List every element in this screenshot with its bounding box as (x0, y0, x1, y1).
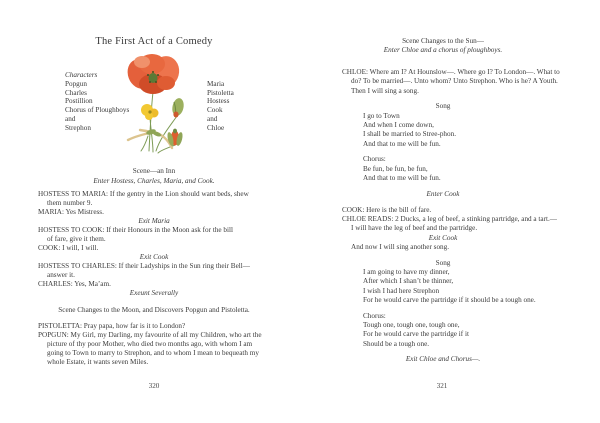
dialogue-line: Enter Cook (426, 189, 460, 198)
dialogue-line: COOK: I will, I will. (38, 244, 99, 252)
dialogue-line: POPGUN: My Girl, my Darling, my favourite of all my Children, who art the (38, 331, 262, 339)
dialogue-line (342, 56, 590, 69)
dialogue-line: I wish I had here Strephon (363, 286, 440, 295)
scene-heading: Scene—an Inn (132, 167, 176, 175)
left-page-text (38, 190, 302, 367)
character-name: Popgun (65, 80, 87, 88)
dialogue-line: Song (435, 258, 451, 267)
character-name: Cook (207, 106, 223, 115)
page-number-left: 320 (148, 382, 160, 390)
dialogue-line: Exit Chloe and Chorus—. (405, 355, 481, 364)
dialogue-line: them number 9. (47, 199, 93, 207)
dialogue-line: For he would carve the partridge if it (363, 330, 469, 339)
dialogue-line: After which I shan’t be thinner, (363, 277, 454, 286)
poppy-bud (171, 97, 186, 117)
dialogue-line: of fare, give it them. (47, 235, 106, 243)
dialogue-line: Enter Chloe and a chorus of ploughboys. (383, 46, 503, 55)
dialogue-line: Exeunt Severally (129, 289, 179, 297)
dialogue-line: picture of thy poor Mother, who died two months ago, with whom I am (47, 340, 253, 348)
page-title: The First Act of a Comedy (95, 36, 213, 47)
dialogue-line: do? To be married—. Unto whom? Unto Strephon. Who is he? A Youth. (351, 77, 558, 86)
dialogue-line: Scene Changes to the Sun— (402, 37, 484, 45)
character-name: Hostess (207, 97, 230, 106)
character-name: Chloe (207, 123, 225, 132)
dialogue-line: Should be a tough one. (363, 339, 430, 348)
dialogue-line: whole Estate, it wants seven Miles. (47, 358, 149, 366)
dialogue-line: Scene Changes to the Moon, and Discovers Popgun and Pistoletta. (58, 305, 250, 314)
character-name: Charles (65, 88, 87, 97)
dialogue-line: Exit Maria (138, 217, 170, 225)
character-name: Postillion (65, 97, 93, 106)
right-page-text (342, 37, 590, 365)
dialogue-line: HOSTESS TO COOK: If their Honours in the Moon ask for the bill (38, 226, 233, 234)
character-name: Chorus of Ploughboys (65, 106, 130, 115)
dialogue-line: And that to me will be fun. (363, 174, 441, 183)
character-name: Pistoletta (207, 88, 234, 97)
dialogue-line: I will have the leg of beef and the partridge. (351, 224, 478, 233)
dialogue-line: Tough one, tough one, tough one, (363, 320, 460, 329)
dialogue-line (38, 298, 302, 306)
dialogue-line: CHARLES: Yes, Ma’am. (38, 280, 111, 288)
dialogue-line: CHLOE: Where am I? At Hounslow—. Where go I? To London—. What to (342, 68, 560, 77)
dialogue-line: And now I will sing another song. (351, 242, 450, 251)
character-name: and (207, 114, 218, 123)
stage-direction: Enter Hostess, Charles, Maria, and Cook. (93, 177, 215, 185)
dialogue-line: Chorus: (363, 155, 386, 164)
poppy-flower (124, 53, 183, 94)
dialogue-line: And that to me will be fun. (363, 139, 441, 148)
scene-heading-block (38, 166, 270, 186)
character-name: Strephon (65, 123, 91, 132)
dialogue-line: And when I come down, (363, 121, 434, 130)
dialogue-line: HOSTESS TO CHARLES: If their Ladyships in the Sun ring their Bell— (38, 262, 250, 270)
dialogue-line: I shall be married to Stree-phon. (363, 130, 457, 139)
dialogue-line: I am going to have my dinner, (363, 267, 450, 276)
dialogue-line: CHLOE READS: 2 Ducks, a leg of beef, a stinking partridge, and a tart.— (342, 214, 557, 223)
dialogue-line: I go to Town (363, 111, 400, 120)
dialogue-line: Exit Cook (139, 253, 169, 261)
dialogue-line: HOSTESS TO MARIA: If the gentry in the Lion should want beds, shew (38, 190, 249, 198)
dialogue-line: For he would carve the partridge if it should be a tough one. (363, 295, 536, 304)
dialogue-line: MARIA: Yes Mistress. (38, 208, 104, 216)
page-number-right: 321 (436, 382, 448, 390)
character-name: and (65, 114, 76, 123)
dialogue-line: going to Town to marry to Strephon, and to whom I mean to bequeath my (47, 349, 259, 357)
dialogue-line: PISTOLETTA: Pray papa, how far is it to London? (38, 322, 186, 330)
right-page (342, 0, 590, 423)
dialogue-line: Chorus: (363, 311, 386, 320)
dialogue-line: Exit Cook (428, 233, 458, 242)
dialogue-line: Song (435, 102, 451, 111)
dialogue-line (38, 315, 302, 323)
dialogue-line: Then I will sing a song. (351, 86, 419, 95)
dialogue-line: Be fun, be fun, be fun, (363, 164, 428, 173)
character-name: Maria (207, 80, 225, 88)
characters-heading: Characters (65, 71, 98, 79)
buttercup-flower (141, 104, 159, 120)
dialogue-line: answer it. (47, 271, 75, 279)
dialogue-line: COOK: Here is the bill of fare. (342, 205, 432, 214)
poppy-bouquet-illustration (120, 52, 212, 154)
